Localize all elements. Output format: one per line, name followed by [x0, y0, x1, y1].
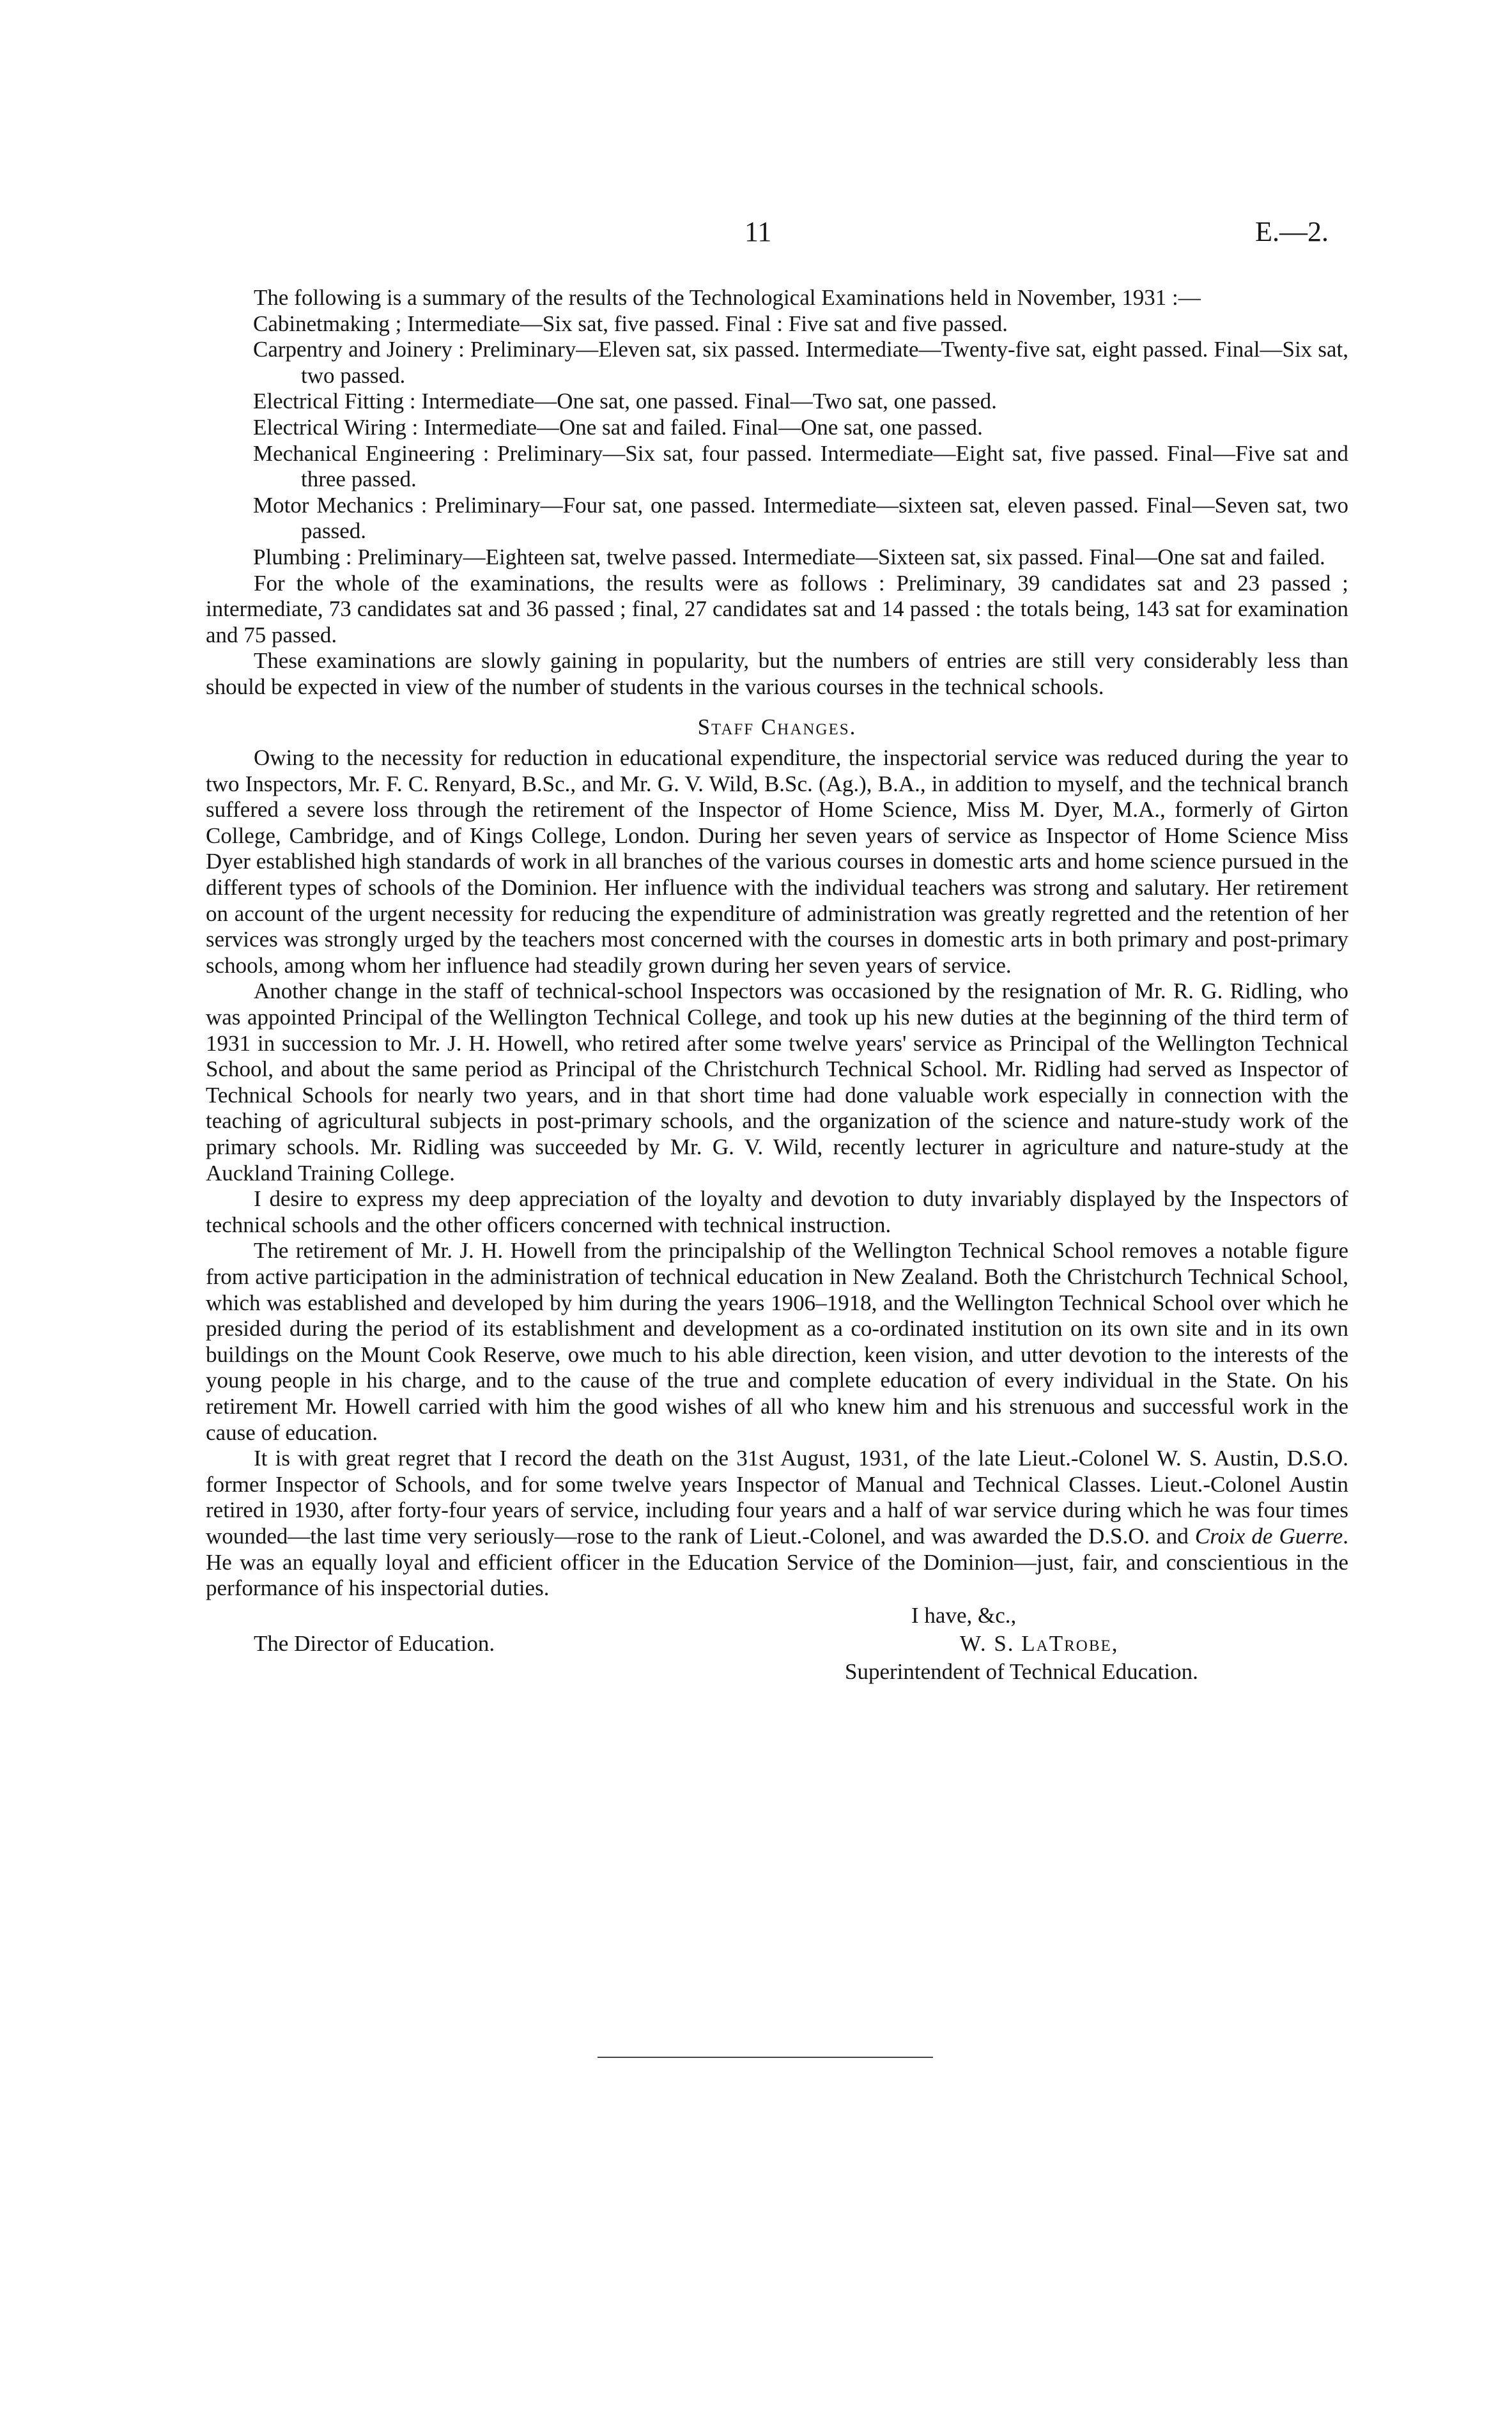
- results-list: [206, 311, 1348, 571]
- section-heading: Staff Changes.: [697, 714, 857, 739]
- final-paragraph: [206, 1446, 1348, 1602]
- staff-paragraph: Owing to the necessity for reduction in educational expenditure, the inspectorial service was reduced during the year to two Inspectors, Mr. F. C. Renyard, B.Sc., and Mr. G. V. Wild, B.Sc. (Ag.), B.A., in addition to myself, and the technical branch suffered a severe loss through the retirement of the Inspector of Home Science, Miss M. Dyer, M.A., formerly of Girton College, Cambridge, and of Kings College, London. During her seven years of service as Inspector of Home Science Miss Dyer established high standards of work in all branches of the various courses in domestic arts and home science pursued in the different types of schools of the Dominion. Her influence with the individual teachers was strong and salutary. Her retirement on account of the urgent necessity for reducing the expenditure of administration was greatly regretted and the retention of her services was strongly urged by the teachers most concerned with the courses in domestic arts in both primary and post-primary schools, among whom her influence had steadily grown during her seven years of service.: [206, 745, 1348, 978]
- result-item: Cabinetmaking ; Intermediate—Six sat, five passed. Final : Five sat and five passed.: [253, 311, 1008, 336]
- final-text-after: . He was an equally loyal and efficient officer in the Education Service of the Dominion—just, fair, and conscientious in the performance of his inspectorial duties.: [206, 1523, 1348, 1601]
- final-text-before: It is with great regret that I record the death on the 31st August, 1931, of the late Lieut.-Colonel W. S. Austin, D.S.O. former Inspector of Schools, and for some twelve years Inspector of Manual and Technical Classes. Lieut.-Colonel Austin retired in 1930, after forty-four years of service, including four years and a half of war service during which he was four times wounded—the last time very seriously—rose to the rank of Lieut.-Colonel, and was awarded the D.S.O. and: [206, 1446, 1348, 1549]
- staff-paragraph: Another change in the staff of technical-school Inspectors was occasioned by the resignation of Mr. R. G. Ridling, who was appointed Principal of the Wellington Technical College, and took up his new duties at the beginning of the third term of 1931 in succession to Mr. J. H. Howell, who retired after some twelve years' service as Principal of the Wellington Technical School, and about the same period as Principal of the Christchurch Technical School. Mr. Ridling had served as Inspector of Technical Schools for nearly two years, and in that short time had done valuable work especially in connection with the teaching of agricultural subjects in post-primary schools, and the organization of the science and nature-study work of the primary schools. Mr. Ridling was succeeded by Mr. G. V. Wild, recently lecturer in agriculture and nature-study at the Auckland Training College.: [206, 978, 1348, 1186]
- page-number: 11: [744, 216, 772, 247]
- result-item: Mechanical Engineering : Preliminary—Six sat, four passed. Intermediate—Eight sat, five passed. Final—Five sat and three passed.: [253, 440, 1348, 492]
- intro-paragraph: The following is a summary of the results of the Technological Examinations held in November, 1931 :—: [254, 285, 1201, 310]
- result-item: Plumbing : Preliminary—Eighteen sat, twelve passed. Intermediate—Sixteen sat, six passed. Final—One sat and failed.: [253, 544, 1325, 569]
- staff-paragraph: The retirement of Mr. J. H. Howell from the principalship of the Wellington Technical School removes a notable figure from active participation in the administration of technical education in New Zealand. Both the Christchurch Technical School, which was established and developed by him during the years 1906–1918, and the Wellington Technical School over which he presided during the period of its establishment and development as a co-ordinated institution on its own site and in its own buildings on the Mount Cook Reserve, owe much to his able direction, keen vision, and utter devotion to the interests of the young people in his charge, and to the cause of the true and complete education of every individual in the State. On his retirement Mr. Howell carried with him the good wishes of all who knew him and his strenuous and successful work in the cause of education.: [206, 1238, 1348, 1445]
- staff-paragraph: I desire to express my deep appreciation of the loyalty and devotion to duty invariably displayed by the Inspectors of technical schools and the other officers concerned with technical instruction.: [206, 1186, 1348, 1237]
- closing-block: [206, 1603, 1348, 1715]
- addressee: The Director of Education.: [254, 1630, 495, 1656]
- page-body: [206, 285, 1348, 1715]
- result-item: Carpentry and Joinery : Preliminary—Eleven sat, six passed. Intermediate—Twenty-five sat, eight passed. Final—Six sat, two passed.: [253, 337, 1348, 388]
- final-text-italic: Croix de Guerre: [1194, 1523, 1343, 1549]
- end-rule: [598, 2057, 933, 2058]
- summary-paragraph: For the whole of the examinations, the results were as follows : Preliminary, 39 candidates sat and 23 passed ; intermediate, 73 candidates sat and 36 passed ; final, 27 candidates sat and 14 passed : the totals being, 143 sat for examination and 75 passed.: [206, 570, 1348, 647]
- result-item: Electrical Fitting : Intermediate—One sat, one passed. Final—Two sat, one passed.: [253, 389, 997, 414]
- result-item: Motor Mechanics : Preliminary—Four sat, one passed. Intermediate—sixteen sat, eleven passed. Final—Seven sat, two passed.: [253, 492, 1348, 544]
- signature: W. S. LaTrobe,: [960, 1630, 1119, 1656]
- series-code: E.—2.: [1255, 216, 1329, 247]
- salutation: I have, &c.,: [911, 1602, 1017, 1628]
- summary-paragraph: These examinations are slowly gaining in popularity, but the numbers of entries are still very considerably less than should be expected in view of the number of students in the various courses in the technical schools.: [206, 648, 1348, 699]
- signatory-title: Superintendent of Technical Education.: [845, 1659, 1198, 1684]
- result-item: Electrical Wiring : Intermediate—One sat and failed. Final—One sat, one passed.: [253, 414, 983, 440]
